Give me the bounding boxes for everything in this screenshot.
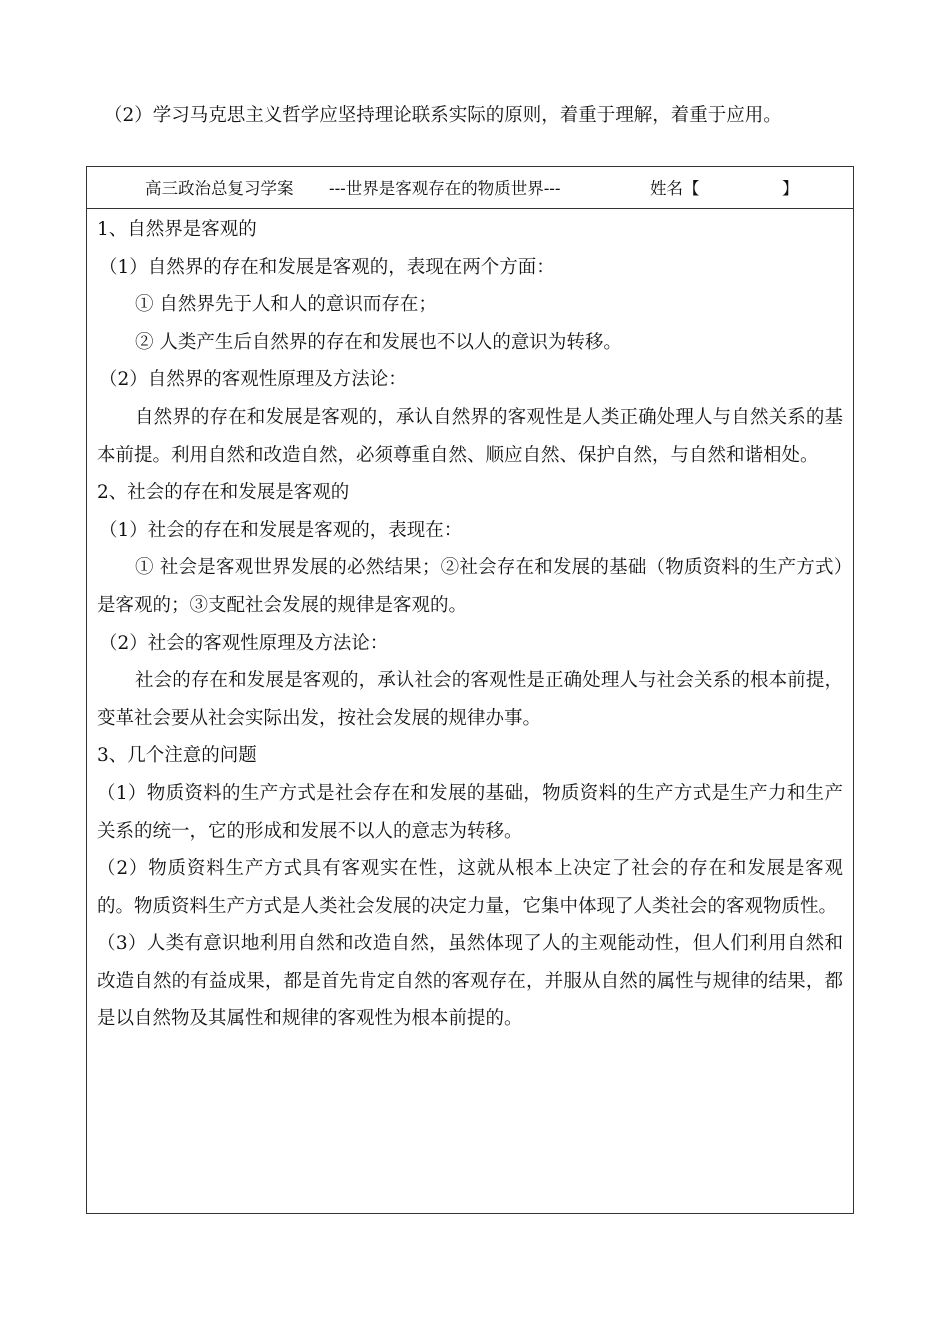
section-3-point-2: （2）物质资料生产方式具有客观实在性，这就从根本上决定了社会的存在和发展是客观的。物质资料生产方式是人类社会发展的决定力量，它集中体现了人类社会的客观物质性。 — [97, 858, 843, 917]
course-title: 高三政治总复习学案 — [145, 179, 294, 198]
sheet-header — [87, 167, 853, 209]
section-1-point-2-text: 自然界的存在和发展是客观的，承认自然界的客观性是人类正确处理人与自然关系的基本前提。利用自然和改造自然，必须尊重自然、顺应自然、保护自然，与自然和谐相处。 — [97, 406, 843, 466]
section-2-point-2-text: 社会的存在和发展是客观的，承认社会的客观性是正确处理人与社会关系的根本前提，变革社会要从社会实际出发，按社会发展的规律办事。 — [97, 670, 843, 729]
section-3-point-3: （3）人类有意识地利用自然和改造自然，虽然体现了人的主观能动性，但人们利用自然和改造自然的有益成果，都是首先肯定自然的客观存在，并服从自然的属性与规律的结果，都是以自然物及其属性和规律的客观性为根本前提的。 — [97, 933, 843, 1030]
section-3-title: 3、几个注意的问题 — [97, 745, 257, 767]
section-1-point-1-b: ② 人类产生后自然界的存在和发展也不以人的意识为转移。 — [135, 331, 622, 353]
section-1-point-2: （2）自然界的客观性原理及方法论： — [99, 369, 407, 391]
section-2-title: 2、社会的存在和发展是客观的 — [97, 482, 350, 504]
section-2-point-2: （2）社会的客观性原理及方法论： — [99, 632, 389, 654]
section-1-title: 1、自然界是客观的 — [97, 219, 257, 240]
section-2-point-1-text: ① 社会是客观世界发展的必然结果；②社会存在和发展的基础（物质资料的生产方式）是客观的；③支配社会发展的规律是客观的。 — [97, 557, 843, 616]
study-sheet — [86, 166, 854, 1214]
topic-title: ---世界是客观存在的物质世界--- — [329, 179, 561, 198]
section-1-point-1: （1）自然界的存在和发展是客观的，表现在两个方面： — [99, 256, 555, 278]
top-line-text: （2）学习马克思主义哲学应坚持理论联系实际的原则，着重于理解，着重于应用。 — [104, 105, 782, 126]
sheet-body — [87, 209, 853, 1038]
section-3-point-1: （1）物质资料的生产方式是社会存在和发展的基础，物质资料的生产方式是生产力和生产关系的统一，它的形成和发展不以人的意志为转移。 — [97, 782, 843, 842]
name-field-label: 姓名【 】 — [650, 179, 799, 198]
section-2-point-1: （1）社会的存在和发展是客观的，表现在： — [99, 519, 463, 541]
section-1-point-1-a: ① 自然界先于人和人的意识而存在； — [135, 294, 437, 316]
